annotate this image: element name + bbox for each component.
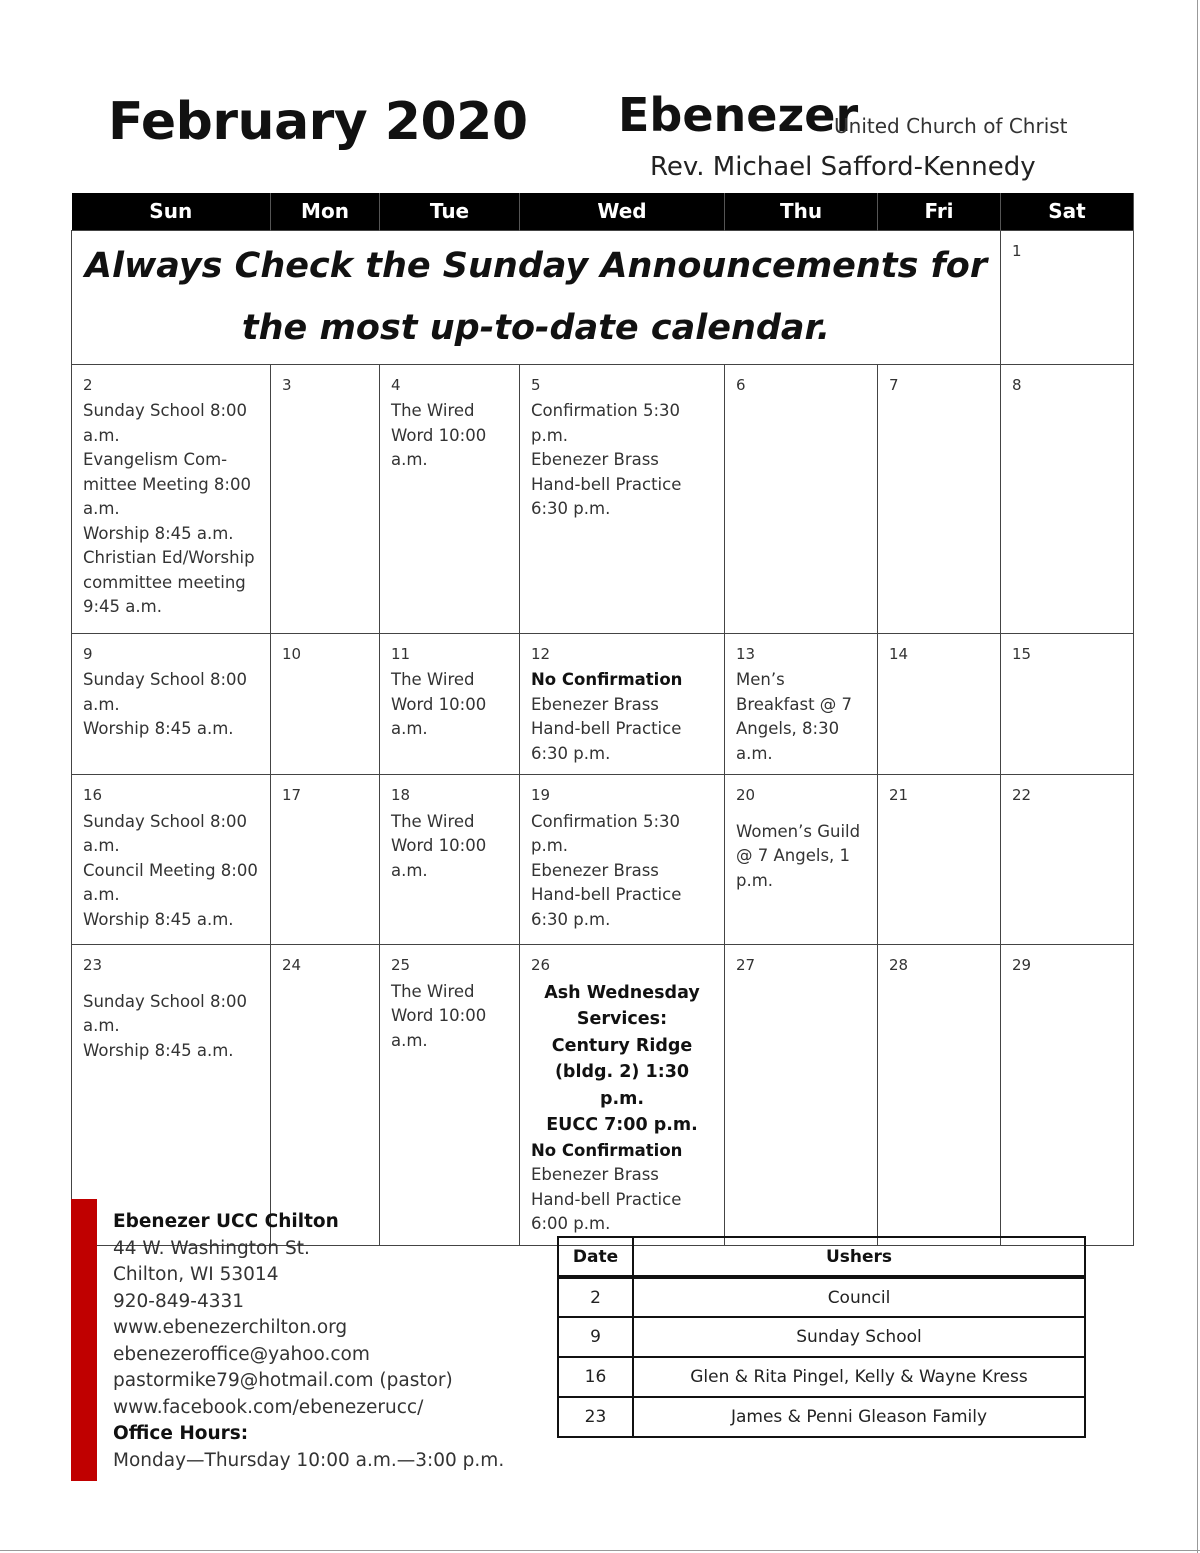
event: Worship 8:45 a.m.	[83, 719, 234, 738]
ushers-table	[557, 1236, 1086, 1438]
day-number: 29	[1012, 956, 1032, 974]
week-row-4	[72, 775, 1134, 945]
usher-names: Council	[633, 1277, 1085, 1317]
day-cell	[72, 364, 271, 633]
facebook-link[interactable]: www.facebook.com/ebenezerucc/	[113, 1396, 424, 1418]
day-number: 3	[282, 375, 292, 394]
day-number: 12	[531, 644, 551, 663]
weekday-sun: Sun	[72, 193, 271, 230]
usher-date: 9	[558, 1317, 633, 1357]
day-number: 10	[282, 644, 302, 663]
usher-date: 16	[558, 1357, 633, 1397]
day-cell	[1001, 633, 1134, 775]
day-cell	[72, 775, 271, 945]
weekday-thu: Thu	[725, 193, 878, 230]
day-number: 15	[1012, 644, 1032, 663]
event: Sunday School 8:00 a.m.	[83, 401, 248, 445]
event: Ash Wednesday Services:	[544, 982, 700, 1029]
day-number: 19	[531, 786, 551, 804]
day-cell	[1001, 230, 1134, 364]
table-row	[558, 1397, 1085, 1437]
day-cell	[380, 633, 520, 775]
day-number: 2	[83, 375, 93, 394]
event: Council Meeting 8:00 a.m.	[83, 860, 258, 904]
weekday-header-row	[72, 193, 1134, 230]
event: Sunday School 8:00 a.m.	[83, 991, 248, 1035]
day-cell	[271, 775, 380, 945]
month-title: February 2020	[108, 92, 528, 152]
day-number: 5	[531, 375, 541, 394]
day-number: 26	[531, 956, 551, 974]
day-cell	[72, 945, 271, 1246]
day-cell	[520, 364, 725, 633]
church-subtitle: United Church of Christ	[834, 114, 1068, 138]
event: The Wired Word 10:00 a.m.	[391, 670, 487, 738]
table-row	[558, 1317, 1085, 1357]
contact-email-link[interactable]: ebenezeroffice@yahoo.com	[113, 1343, 370, 1365]
day-cell	[725, 945, 878, 1246]
week-row-2	[72, 364, 1134, 633]
day-number: 22	[1012, 786, 1032, 804]
day-number: 1	[1012, 241, 1022, 260]
usher-names: Sunday School	[633, 1317, 1085, 1357]
weekday-wed: Wed	[520, 193, 725, 230]
day-cell	[878, 945, 1001, 1246]
day-cell	[725, 775, 878, 945]
event: Men’s Breakfast @ 7 Angels, 8:30 a.m.	[736, 670, 853, 763]
day-number: 13	[736, 644, 756, 663]
day-number: 20	[736, 786, 756, 804]
event: Confirmation 5:30 p.m.	[531, 811, 681, 855]
event: The Wired Word 10:00 a.m.	[391, 981, 487, 1050]
event: EUCC 7:00 p.m.	[546, 1115, 698, 1135]
day-number: 28	[889, 956, 909, 974]
page-edge-bottom	[0, 1550, 1200, 1551]
day-cell	[271, 945, 380, 1246]
spacer	[83, 980, 259, 990]
weekday-sat: Sat	[1001, 193, 1134, 230]
day-number: 17	[282, 786, 302, 804]
event: Worship 8:45 a.m.	[83, 523, 234, 543]
ushers-col-ushers: Ushers	[633, 1237, 1085, 1277]
contact-name: Ebenezer UCC Chilton	[113, 1211, 339, 1232]
weekday-tue: Tue	[380, 193, 520, 230]
weekday-mon: Mon	[271, 193, 380, 230]
day-number: 6	[736, 375, 746, 394]
event: Ebenezer Brass Hand-bell Practice 6:00 p.m.	[531, 1165, 682, 1233]
announcement-cell	[72, 230, 1001, 364]
day-cell	[725, 633, 878, 775]
event: Century Ridge (bldg. 2) 1:30 p.m.	[551, 1035, 693, 1109]
day-cell	[271, 633, 380, 775]
day-cell	[1001, 945, 1134, 1246]
day-cell	[1001, 364, 1134, 633]
day-number: 11	[391, 644, 411, 663]
week-row-1	[72, 230, 1134, 364]
day-cell	[380, 945, 520, 1246]
week-row-3	[72, 633, 1134, 775]
usher-date: 2	[558, 1277, 633, 1317]
event: Worship 8:45 a.m.	[83, 1040, 234, 1060]
event: Ebenezer Brass Hand-bell Practice 6:30 p.m.	[531, 860, 682, 929]
day-number: 14	[889, 644, 909, 663]
office-hours: Monday—Thursday 10:00 a.m.—3:00 p.m.	[113, 1449, 505, 1471]
table-row	[558, 1357, 1085, 1397]
day-cell	[380, 775, 520, 945]
day-number: 27	[736, 956, 756, 974]
table-row	[558, 1277, 1085, 1317]
day-number: 9	[83, 644, 93, 663]
announcement-line-2: the most up-to-date calendar.	[241, 307, 831, 348]
contact-street: 44 W. Washington St.	[113, 1237, 310, 1259]
day-number: 7	[889, 375, 899, 394]
day-cell	[72, 633, 271, 775]
day-cell	[1001, 775, 1134, 945]
event: Christian Ed/Worship committee meeting 9:45 a.m.	[83, 548, 255, 616]
contact-website-link[interactable]: www.ebenezerchilton.org	[113, 1317, 348, 1338]
week-row-5	[72, 945, 1134, 1246]
contact-block	[113, 1209, 504, 1474]
event: Sunday School 8:00 a.m.	[83, 670, 248, 714]
event: Evangelism Com-mittee Meeting 8:00 a.m.	[83, 450, 251, 518]
day-cell	[878, 775, 1001, 945]
day-cell	[878, 364, 1001, 633]
day-number: 24	[282, 956, 302, 974]
event: The Wired Word 10:00 a.m.	[391, 811, 487, 880]
day-number: 16	[83, 786, 103, 804]
day-cell	[271, 364, 380, 633]
day-cell	[520, 775, 725, 945]
day-cell	[878, 633, 1001, 775]
usher-date: 23	[558, 1397, 633, 1437]
event: Ebenezer Brass Hand-bell Practice 6:30 p.m.	[531, 450, 682, 518]
church-name: Ebenezer	[618, 88, 859, 142]
announcement-line-1: Always Check the Sunday Announcements for	[84, 245, 988, 286]
event: Sunday School 8:00 a.m.	[83, 811, 248, 855]
announcement	[72, 231, 1000, 359]
event: No Confirmation	[531, 1140, 683, 1160]
spacer	[736, 810, 866, 820]
usher-names: James & Penni Gleason Family	[633, 1397, 1085, 1437]
day-number: 23	[83, 956, 103, 974]
ushers-header-row	[558, 1237, 1085, 1277]
event: Ebenezer Brass Hand-bell Practice 6:30 p.m.	[531, 694, 682, 763]
page-edge-right	[1197, 0, 1198, 1553]
pastor-email-link[interactable]: pastormike79@hotmail.com (pastor)	[113, 1370, 453, 1391]
contact-city: Chilton, WI 53014	[113, 1264, 279, 1285]
day-number: 21	[889, 786, 909, 804]
event: Worship 8:45 a.m.	[83, 909, 234, 929]
ushers-col-date: Date	[558, 1237, 633, 1277]
day-number: 25	[391, 956, 411, 974]
office-hours-label: Office Hours:	[113, 1423, 249, 1444]
pastor-name: Rev. Michael Safford-Kennedy	[650, 152, 1036, 182]
event: Confirmation 5:30 p.m.	[531, 401, 681, 445]
calendar-grid	[71, 193, 1134, 1246]
day-number: 8	[1012, 375, 1022, 394]
day-number: 18	[391, 786, 411, 804]
day-cell	[520, 633, 725, 775]
weekday-fri: Fri	[878, 193, 1001, 230]
event: The Wired Word 10:00 a.m.	[391, 401, 487, 469]
accent-bar	[71, 1199, 97, 1481]
event: No Confirmation	[531, 670, 683, 689]
day-cell	[520, 945, 725, 1246]
event: Women’s Guild @ 7 Angels, 1 p.m.	[736, 821, 861, 890]
day-number: 4	[391, 375, 401, 394]
day-cell	[380, 364, 520, 633]
contact-phone: 920-849-4331	[113, 1290, 245, 1312]
day-cell	[725, 364, 878, 633]
usher-names: Glen & Rita Pingel, Kelly & Wayne Kress	[633, 1357, 1085, 1397]
